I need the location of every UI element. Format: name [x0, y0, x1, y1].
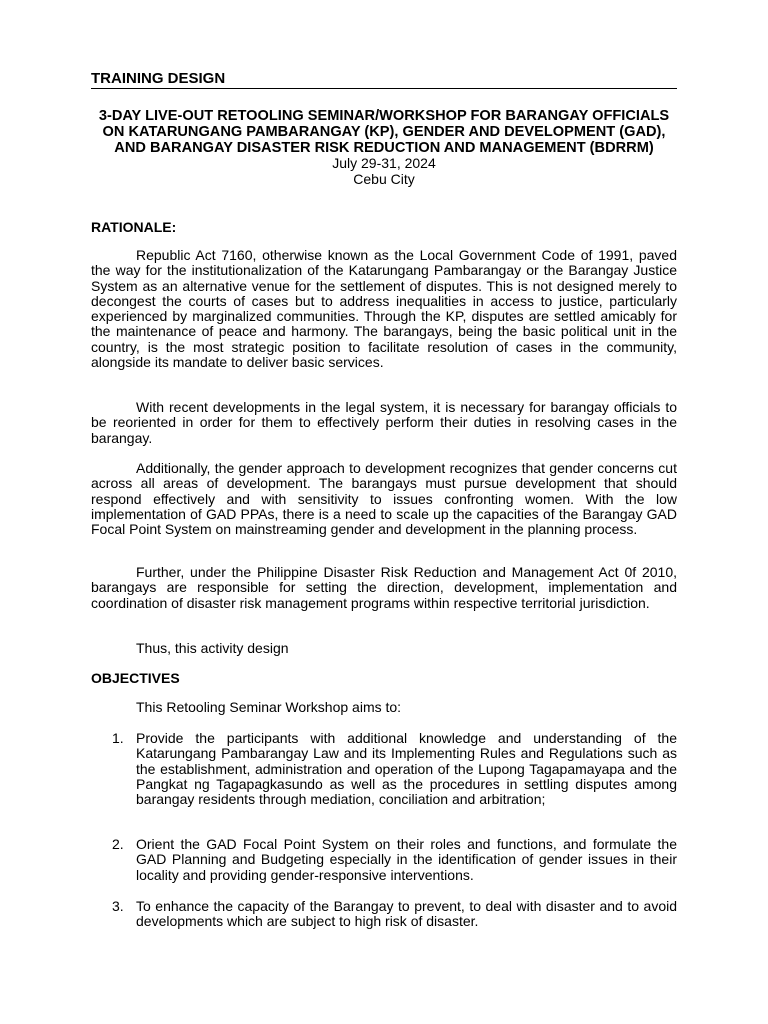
objective-number: 3.: [112, 898, 124, 914]
objective-text: Provide the participants with additional knowledge and understanding of the Katarungang Pambarangay Law and its Implementing Rules and Regulations such as the establishment, administration and operation of the Lupong Tagapamayapa and the Pangkat ng Tagapagkasundo as well as the procedures in settling disputes among barangay residents through mediation, conciliation and arbitration;: [136, 730, 677, 808]
title-block: [91, 108, 677, 187]
objectives-intro: This Retooling Seminar Workshop aims to:: [136, 699, 402, 715]
rationale-paragraph-1: Republic Act 7160, otherwise known as the Local Government Code of 1991, paved the way for the institutionalization of the Katarungang Pambarangay or the Barangay Justice System as an alternative venue for the settlement of disputes. This is not designed merely to decongest the courts of cases but to address inequalities in access to justice, particularly experienced by marginalized communities. Through the KP, disputes are settled amicably for the maintenance of peace and harmony. The barangays, being the basic political unit in the country, is the most strategic position to facilitate resolution of cases in the community, alongside its mandate to deliver basic services.: [91, 247, 677, 371]
objective-number: 2.: [112, 836, 124, 852]
rationale-paragraph-3: Additionally, the gender approach to development recognizes that gender concerns cut across all areas of development. The barangays must pursue development that should respond effectively and with sensitivity to issues confronting women. With the low implementation of GAD PPAs, there is a need to scale up the capacities of the Barangay GAD Focal Point System on mainstreaming gender and development in the planning process.: [91, 460, 677, 538]
seminar-date: July 29-31, 2024: [332, 155, 436, 171]
objective-number: 1.: [112, 730, 124, 746]
objective-item-3: [91, 899, 677, 930]
rationale-closing: Thus, this activity design: [136, 640, 289, 656]
rationale-paragraph-4: Further, under the Philippine Disaster Risk Reduction and Management Act 0f 2010, barangays are responsible for setting the direction, development, implementation and coordination of disaster risk management programs within respective territorial jurisdiction.: [91, 564, 677, 611]
rationale-paragraph-2: With recent developments in the legal system, it is necessary for barangay officials to be reoriented in order for them to effectively perform their duties in resolving cases in the barangay.: [91, 399, 677, 446]
seminar-location: Cebu City: [353, 170, 415, 187]
objective-text: To enhance the capacity of the Barangay to prevent, to deal with disaster and to avoid developments which are subject to high risk of disaster.: [136, 898, 677, 930]
document-type-heading: TRAINING DESIGN: [91, 70, 677, 89]
objective-item-2: [91, 837, 677, 883]
seminar-title: 3-DAY LIVE-OUT RETOOLING SEMINAR/WORKSHOP FOR BARANGAY OFFICIALS ON KATARUNGANG PAMBARANGAY (KP), GENDER AND DEVELOPMENT (GAD), AND BARANGAY DISASTER RISK REDUCTION AND MANAGEMENT (BDRRM): [98, 108, 670, 156]
rationale-heading: RATIONALE:: [91, 219, 177, 235]
objective-text: Orient the GAD Focal Point System on their roles and functions, and formulate the GAD Planning and Budgeting especially in the identification of gender issues in their locality and providing gender-responsive interventions.: [136, 836, 677, 883]
objective-item-1: [91, 731, 677, 807]
objectives-heading: OBJECTIVES: [91, 670, 180, 686]
